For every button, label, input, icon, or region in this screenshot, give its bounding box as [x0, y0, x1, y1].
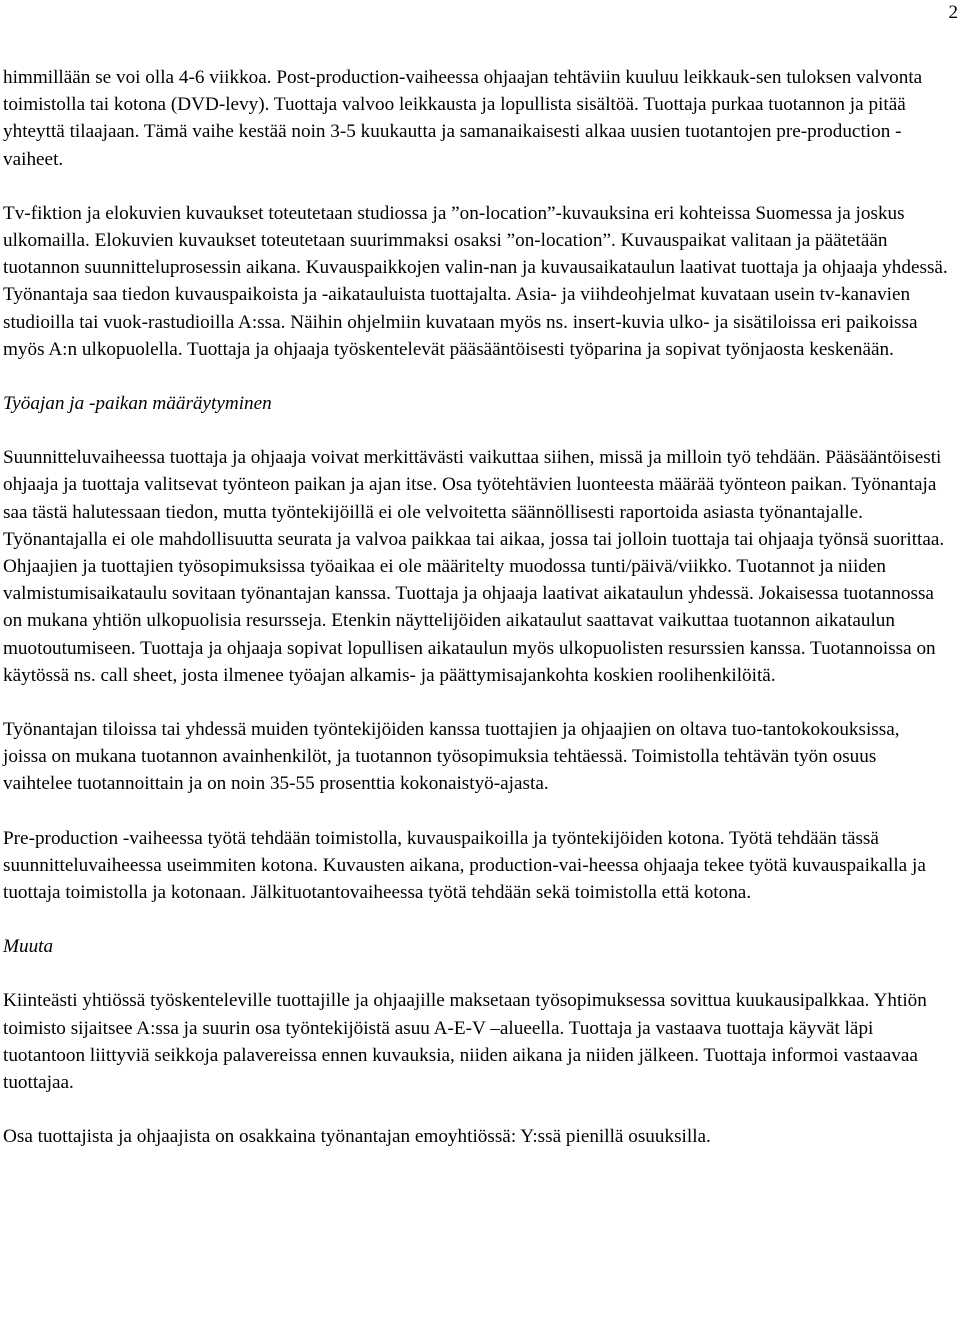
paragraph-post-production: himmillään se voi olla 4-6 viikkoa. Post-production-vaiheessa ohjaajan tehtäviin kuuluu leikkauk-sen tuloksen valvonta toimistolla tai kotona (DVD-levy). Tuottaja valvoo leikkausta ja lopullista sisältöä. Tuottaja purkaa tuotannon ja pitää yhteyttä tilaajaan. Tämä vaihe kestää noin 3-5 kuukautta ja samanaikaisesti alkaa uusien tuotantojen pre-production -vaiheet. [3, 67, 923, 170]
document-body [3, 64, 948, 1151]
section-heading-working-time: Työajan ja -paikan määräytyminen [3, 393, 272, 415]
paragraph-pre-production: Pre-production -vaiheessa työtä tehdään toimistolla, kuvauspaikoilla ja työntekijöiden kotona. Työtä tehdään tässä suunnitteluvaiheessa useimmiten kotona. Kuvausten aikana, production-vai-heessa ohjaaja tekee työtä kuvauspaikalla ja tuottaja toimistolla ja kotonaan. Jälkituotantovaiheessa työtä tehdään sekä toimistolla että kotona. [3, 827, 926, 904]
paragraph-planning-phase: Suunnitteluvaiheessa tuottaja ja ohjaaja voivat merkittävästi vaikuttaa siihen, missä ja milloin työ tehdään. Pääsääntöisesti ohjaaja ja tuottaja valitsevat työnteon paikan ja ajan itse. Osa työtehtävien luonteesta määrää työnteon paikan. Työnantaja saa tästä halutessaan tiedon, mutta työntekijöillä ei ole velvoitetta säännöllisesti raportoida asiasta työnantajalle. Työnantajalla ei ole mahdollisuutta seurata ja valvoa paikkaa tai aikaa, jossa tai jolloin tuottaja tai ohjaaja työnsä suorittaa. Ohjaajien ja tuottajien työsopimuksissa työaikaa ei ole määritelty muodossa tunti/päivä/viikko. Tuotannot ja niiden valmistumisaikataulu sovitaan työnantajan kanssa. Tuottaja ja ohjaaja laativat aikataulun yhdessä. Jokaisessa tuotannossa on mukana yhtiön ulkopuolisia resursseja. Etenkin näyttelijöiden aikataulut saattavat vaikuttaa tuotannon aikataulun muotoutumiseen. Tuottaja ja ohjaaja sopivat lopullisen aikataulun myös ulkopuolisten resurssien kanssa. Tuotannoissa on käytössä ns. call sheet, josta ilmenee työajan alkamis- ja päättymisajankohta koskien roolihenkilöitä. [3, 447, 945, 686]
paragraph-salary: Kiinteästi yhtiössä työskenteleville tuottajille ja ohjaajille maksetaan työsopimuksessa sovittua kuukausipalkkaa. Yhtiön toimisto sijaitsee A:ssa ja suurin osa työntekijöistä asuu A-E-V –alueella. Tuottaja ja vastaava tuottaja käyvät läpi tuotantoon liittyviä seikkoja palavereissa ennen kuvauksia, niiden aikana ja niiden jälkeen. Tuottaja informoi vastaavaa tuottajaa. [3, 990, 927, 1094]
section-heading-other: Muuta [3, 936, 54, 958]
paragraph-employer-premises: Työnantajan tiloissa tai yhdessä muiden työntekijöiden kanssa tuottajien ja ohjaajien on oltava tuo-tantokokouksissa, joissa on mukana tuotannon avainhenkilöt, ja tuotannon työsopimuksia tehtäessä. Toimistolla tehtävän työn osuus vaihtelee tuotannoittain ja on noin 35-55 prosenttia kokonaistyö-ajasta. [3, 719, 900, 795]
paragraph-shareholders: Osa tuottajista ja ohjaajista on osakkaina työnantajan emoyhtiössä: Y:ssä pienillä osuuksilla. [3, 1126, 711, 1148]
paragraph-filming-locations: Tv-fiktion ja elokuvien kuvaukset toteutetaan studiossa ja ”on-location”-kuvauksina eri kohteissa Suomessa ja joskus ulkomailla. Elokuvien kuvaukset toteutetaan suurimmaksi osaksi ”on-location”. Kuvauspaikat valitaan ja päätetään tuotannon suunnitteluprosessin aikana. Kuvauspaikkojen valin-nan ja kuvausaikataulun laativat tuottaja ja ohjaaja yhdessä. Työnantaja saa tiedon kuvauspaikoista ja -aikatauluista tuottajalta. Asia- ja viihdeohjelmat kuvataan usein tv-kanavien studioilla tai vuok-rastudioilla A:ssa. Näihin ohjelmiin kuvataan myös ns. insert-kuvia ulko- ja sisätiloissa eri paikoissa myös A:n ulkopuolella. Tuottaja ja ohjaaja työskentelevät pääsääntöisesti työparina ja sopivat työnjaosta keskenään. [3, 202, 948, 360]
page-number: 2 [948, 2, 958, 23]
